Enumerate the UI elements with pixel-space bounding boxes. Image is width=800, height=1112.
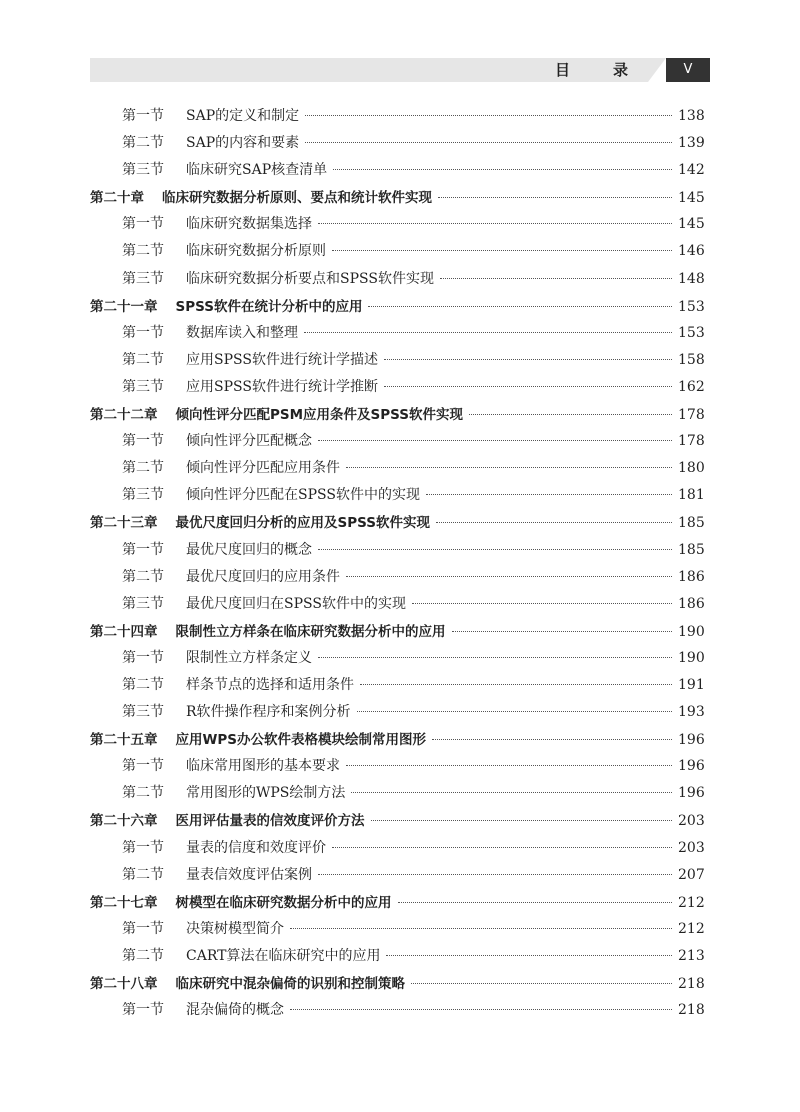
toc-dot-leader <box>357 711 672 712</box>
toc-entry-number: 第二十七章 <box>90 894 158 911</box>
toc-entry-number: 第二十三章 <box>90 515 158 532</box>
toc-dot-leader <box>440 278 672 279</box>
toc-entry-title: 倾向性评分匹配应用条件 <box>186 460 340 477</box>
toc-dot-leader <box>386 955 672 956</box>
toc-page-number: 193 <box>678 704 705 721</box>
toc-page-number: 207 <box>678 866 705 883</box>
toc-dot-leader <box>360 684 672 685</box>
toc-dot-leader <box>305 115 672 116</box>
toc-dot-leader <box>398 902 673 903</box>
header-divider <box>648 58 666 82</box>
toc-entry-number: 第二十八章 <box>90 976 158 992</box>
toc-page-number: 145 <box>678 216 705 233</box>
toc-entry-number: 第二节 <box>122 785 164 802</box>
toc-entry-title: 应用WPS办公软件表格模块绘制常用图形 <box>175 732 427 749</box>
toc-section-entry[interactable] <box>90 647 704 674</box>
toc-entry-number: 第三节 <box>122 162 164 179</box>
toc-dot-leader <box>318 874 672 875</box>
toc-entry-title: 样条节点的选择和适用条件 <box>186 676 354 693</box>
toc-page-number: 153 <box>678 298 705 315</box>
toc-entry-title: 限制性立方样条在临床研究数据分析中的应用 <box>175 623 446 640</box>
toc-page-number: 181 <box>678 487 705 504</box>
toc-entry-number: 第二十四章 <box>90 623 158 640</box>
toc-page-number: 196 <box>678 732 705 749</box>
toc-entry-title: 倾向性评分匹配PSM应用条件及SPSS软件实现 <box>175 407 464 424</box>
toc-entry-title: SAP的定义和制定 <box>186 108 300 124</box>
toc-dot-leader <box>305 142 672 143</box>
table-of-contents <box>90 105 704 1026</box>
toc-entry-number: 第一节 <box>122 1002 164 1019</box>
toc-section-entry[interactable] <box>90 484 704 511</box>
toc-entry-number: 第二节 <box>122 243 164 260</box>
toc-entry-number: 第一节 <box>122 216 164 233</box>
toc-dot-leader <box>318 549 672 550</box>
toc-entry-title: 临床研究数据分析原则、要点和统计软件实现 <box>162 190 432 207</box>
toc-page-number: 142 <box>678 162 705 179</box>
toc-dot-leader <box>346 765 672 766</box>
toc-page-number: 218 <box>678 976 705 992</box>
toc-entry-number: 第二节 <box>122 947 164 964</box>
toc-section-entry[interactable] <box>90 457 704 484</box>
toc-chapter-entry[interactable] <box>90 511 704 538</box>
toc-dot-leader <box>332 847 672 848</box>
toc-entry-number: 第二十二章 <box>90 407 158 424</box>
toc-dot-leader <box>290 928 672 929</box>
toc-entry-number: 第二十一章 <box>90 298 158 315</box>
toc-entry-title: SAP的内容和要素 <box>186 135 300 152</box>
toc-entry-title: 倾向性评分匹配概念 <box>186 433 312 450</box>
toc-entry-number: 第三节 <box>122 270 164 287</box>
toc-dot-leader <box>469 414 672 415</box>
toc-chapter-entry[interactable] <box>90 972 704 999</box>
toc-entry-title: 临床研究中混杂偏倚的识别和控制策略 <box>175 976 405 992</box>
toc-page-number: 196 <box>678 785 705 802</box>
toc-section-entry[interactable] <box>90 782 704 809</box>
toc-entry-number: 第三节 <box>122 378 164 395</box>
toc-page-number: 186 <box>678 568 705 585</box>
toc-section-entry[interactable] <box>90 349 704 376</box>
toc-entry-title: 临床研究数据分析原则 <box>186 243 326 260</box>
toc-section-entry[interactable] <box>90 918 704 945</box>
toc-chapter-entry[interactable] <box>90 728 704 755</box>
toc-section-entry[interactable] <box>90 539 704 566</box>
toc-entry-number: 第一节 <box>122 541 164 558</box>
toc-entry-number: 第二十六章 <box>90 813 158 830</box>
toc-chapter-entry[interactable] <box>90 809 704 836</box>
toc-entry-title: 临床研究数据分析要点和SPSS软件实现 <box>186 270 434 287</box>
toc-page-number: 203 <box>678 813 705 830</box>
running-header <box>90 58 710 82</box>
toc-entry-title: 数据库读入和整理 <box>186 324 298 341</box>
toc-dot-leader <box>452 631 673 632</box>
toc-page-number: 185 <box>678 515 705 532</box>
toc-page-number: 180 <box>678 460 705 477</box>
toc-dot-leader <box>333 169 672 170</box>
toc-dot-leader <box>371 820 673 821</box>
toc-entry-number: 第一节 <box>122 839 164 856</box>
toc-section-entry[interactable] <box>90 566 704 593</box>
toc-section-entry[interactable] <box>90 213 704 240</box>
toc-chapter-entry[interactable] <box>90 295 704 322</box>
toc-entry-number: 第一节 <box>122 920 164 937</box>
toc-entry-title: 最优尺度回归的概念 <box>186 541 312 558</box>
toc-dot-leader <box>332 250 672 251</box>
toc-entry-title: 决策树模型简介 <box>186 920 284 937</box>
toc-entry-number: 第二节 <box>122 568 164 585</box>
toc-dot-leader <box>346 467 672 468</box>
toc-entry-title: 常用图形的WPS绘制方法 <box>186 785 346 802</box>
toc-dot-leader <box>412 603 672 604</box>
toc-dot-leader <box>318 440 672 441</box>
toc-section-entry[interactable] <box>90 945 704 972</box>
toc-section-entry[interactable] <box>90 864 704 891</box>
toc-entry-title: 限制性立方样条定义 <box>186 649 312 666</box>
toc-dot-leader <box>346 576 672 577</box>
toc-entry-number: 第一节 <box>122 108 164 124</box>
toc-entry-number: 第一节 <box>122 324 164 341</box>
toc-section-entry[interactable] <box>90 105 704 132</box>
toc-entry-title: 倾向性评分匹配在SPSS软件中的实现 <box>186 487 420 504</box>
toc-entry-number: 第二节 <box>122 460 164 477</box>
toc-entry-number: 第一节 <box>122 649 164 666</box>
toc-page-number: 185 <box>678 541 705 558</box>
toc-entry-title: 应用SPSS软件进行统计学推断 <box>186 378 378 395</box>
toc-page-number: 190 <box>678 649 705 666</box>
toc-dot-leader <box>304 332 672 333</box>
toc-entry-number: 第二节 <box>122 351 164 368</box>
toc-page-number: 203 <box>678 839 705 856</box>
toc-entry-number: 第二节 <box>122 676 164 693</box>
toc-chapter-entry[interactable] <box>90 891 704 918</box>
toc-entry-title: 混杂偏倚的概念 <box>186 1002 284 1019</box>
toc-entry-title: 量表信效度评估案例 <box>186 866 312 883</box>
toc-page-number: 191 <box>678 676 705 693</box>
toc-entry-title: 医用评估量表的信效度评价方法 <box>175 813 365 830</box>
toc-entry-number: 第二节 <box>122 135 164 152</box>
header-title: 目 录 <box>554 61 642 79</box>
toc-entry-title: SPSS软件在统计分析中的应用 <box>175 298 363 315</box>
toc-section-entry[interactable] <box>90 132 704 159</box>
toc-dot-leader <box>432 739 672 740</box>
toc-entry-title: 量表的信度和效度评价 <box>186 839 326 856</box>
toc-page-number: 218 <box>678 1002 705 1019</box>
toc-section-entry[interactable] <box>90 999 704 1026</box>
toc-chapter-entry[interactable] <box>90 403 704 430</box>
toc-entry-title: 临床常用图形的基本要求 <box>186 758 340 775</box>
toc-entry-title: 最优尺度回归在SPSS软件中的实现 <box>186 595 406 612</box>
toc-section-entry[interactable] <box>90 593 704 620</box>
toc-chapter-entry[interactable] <box>90 186 704 213</box>
toc-section-entry[interactable] <box>90 376 704 403</box>
toc-page-number: 146 <box>678 243 705 260</box>
toc-dot-leader <box>351 792 672 793</box>
toc-entry-title: R软件操作程序和案例分析 <box>186 704 351 721</box>
toc-section-entry[interactable] <box>90 701 704 728</box>
toc-entry-number: 第一节 <box>122 433 164 450</box>
toc-page-number: 139 <box>678 135 705 152</box>
toc-page-number: 158 <box>678 351 705 368</box>
header-page-number: V <box>666 58 710 82</box>
toc-dot-leader <box>318 657 672 658</box>
toc-dot-leader <box>436 522 672 523</box>
toc-entry-number: 第一节 <box>122 758 164 775</box>
toc-section-entry[interactable] <box>90 755 704 782</box>
toc-dot-leader <box>438 197 672 198</box>
toc-page-number: 145 <box>678 190 705 207</box>
toc-entry-number: 第二十五章 <box>90 732 158 749</box>
toc-entry-title: 最优尺度回归分析的应用及SPSS软件实现 <box>175 515 430 532</box>
toc-page-number: 153 <box>678 324 705 341</box>
toc-entry-number: 第三节 <box>122 487 164 504</box>
toc-section-entry[interactable] <box>90 322 704 349</box>
toc-section-entry[interactable] <box>90 240 704 267</box>
toc-dot-leader <box>368 306 672 307</box>
toc-page-number: 178 <box>678 433 705 450</box>
toc-entry-title: CART算法在临床研究中的应用 <box>186 947 381 964</box>
toc-page-number: 138 <box>678 108 705 124</box>
toc-page-number: 213 <box>678 947 705 964</box>
toc-dot-leader <box>411 983 672 984</box>
toc-dot-leader <box>290 1009 672 1010</box>
toc-page-number: 190 <box>678 623 705 640</box>
toc-entry-number: 第二节 <box>122 866 164 883</box>
toc-section-entry[interactable] <box>90 674 704 701</box>
toc-page-number: 212 <box>678 920 705 937</box>
toc-entry-title: 临床研究SAP核查清单 <box>186 162 328 179</box>
toc-entry-title: 树模型在临床研究数据分析中的应用 <box>175 894 392 911</box>
toc-dot-leader <box>426 494 672 495</box>
toc-section-entry[interactable] <box>90 268 704 295</box>
toc-section-entry[interactable] <box>90 430 704 457</box>
toc-entry-title: 应用SPSS软件进行统计学描述 <box>186 351 378 368</box>
toc-section-entry[interactable] <box>90 837 704 864</box>
toc-dot-leader <box>384 359 672 360</box>
toc-page-number: 178 <box>678 407 705 424</box>
toc-entry-number: 第三节 <box>122 704 164 721</box>
toc-entry-title: 临床研究数据集选择 <box>186 216 312 233</box>
toc-dot-leader <box>384 386 672 387</box>
toc-entry-number: 第三节 <box>122 595 164 612</box>
toc-page-number: 162 <box>678 378 705 395</box>
toc-page-number: 148 <box>678 270 705 287</box>
toc-page-number: 212 <box>678 894 705 911</box>
toc-dot-leader <box>318 223 672 224</box>
toc-entry-title: 最优尺度回归的应用条件 <box>186 568 340 585</box>
toc-section-entry[interactable] <box>90 159 704 186</box>
toc-chapter-entry[interactable] <box>90 620 704 647</box>
toc-page-number: 186 <box>678 595 705 612</box>
toc-entry-number: 第二十章 <box>90 190 144 207</box>
toc-page-number: 196 <box>678 758 705 775</box>
